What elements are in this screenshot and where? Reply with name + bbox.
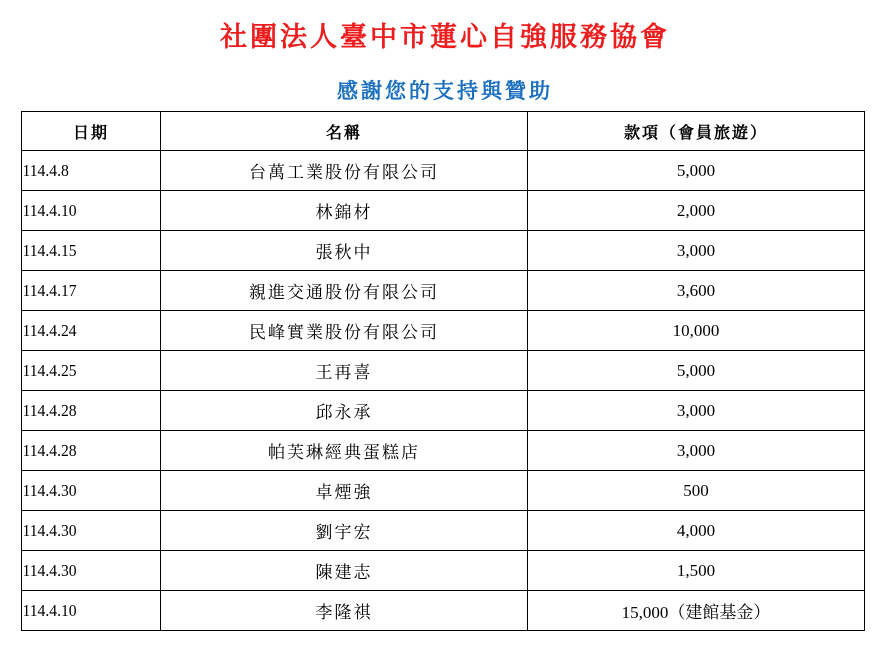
row-amount: 2,000 (528, 191, 865, 231)
row-amount: 3,600 (528, 271, 865, 311)
table-row (22, 351, 865, 391)
row-name: 親進交通股份有限公司 (161, 271, 528, 311)
row-amount: 15,000（建館基金） (528, 591, 865, 631)
row-amount: 4,000 (528, 511, 865, 551)
row-date: 114.4.10 (22, 591, 150, 631)
table-row (22, 191, 865, 231)
row-amount: 5,000 (528, 351, 865, 391)
row-name: 張秋中 (161, 231, 528, 271)
row-name: 帕芙琳經典蛋糕店 (161, 431, 528, 471)
row-amount: 1,500 (528, 551, 865, 591)
row-date: 114.4.28 (22, 391, 150, 431)
row-name: 林錦材 (161, 191, 528, 231)
row-date: 114.4.28 (22, 431, 150, 471)
column-header-date: 日期 (22, 112, 161, 151)
row-name: 卓煙強 (161, 471, 528, 511)
table-row (22, 471, 865, 511)
row-date: 114.4.10 (22, 191, 150, 231)
row-name: 邱永承 (161, 391, 528, 431)
row-amount: 10,000 (528, 311, 865, 351)
row-amount: 5,000 (528, 151, 865, 191)
table-row (22, 391, 865, 431)
row-name: 民峰實業股份有限公司 (161, 311, 528, 351)
row-date: 114.4.30 (22, 471, 150, 511)
row-date: 114.4.17 (22, 271, 150, 311)
table-row (22, 311, 865, 351)
row-amount: 3,000 (528, 391, 865, 431)
page-title: 社團法人臺中市蓮心自強服務協會 (220, 22, 670, 53)
table-row (22, 431, 865, 471)
row-name: 劉宇宏 (161, 511, 528, 551)
table-row (22, 551, 865, 591)
donation-table (21, 111, 865, 631)
row-date: 114.4.25 (22, 351, 150, 391)
row-amount: 500 (528, 471, 865, 511)
row-date: 114.4.15 (22, 231, 150, 271)
row-name: 陳建志 (161, 551, 528, 591)
page-subtitle: 感謝您的支持與贊助 (337, 78, 553, 103)
row-date: 114.4.30 (22, 551, 150, 591)
row-date: 114.4.8 (22, 151, 150, 191)
table-header-row (22, 112, 865, 151)
column-header-name: 名稱 (161, 112, 528, 151)
table-row (22, 591, 865, 631)
table-row (22, 271, 865, 311)
row-amount: 3,000 (528, 231, 865, 271)
row-amount: 3,000 (528, 431, 865, 471)
row-date: 114.4.24 (22, 311, 150, 351)
table-row (22, 231, 865, 271)
row-name: 李隆祺 (161, 591, 528, 631)
table-row (22, 151, 865, 191)
table-row (22, 511, 865, 551)
row-name: 王再喜 (161, 351, 528, 391)
row-date: 114.4.30 (22, 511, 150, 551)
row-name: 台萬工業股份有限公司 (161, 151, 528, 191)
column-header-amount: 款項（會員旅遊） (528, 112, 865, 151)
